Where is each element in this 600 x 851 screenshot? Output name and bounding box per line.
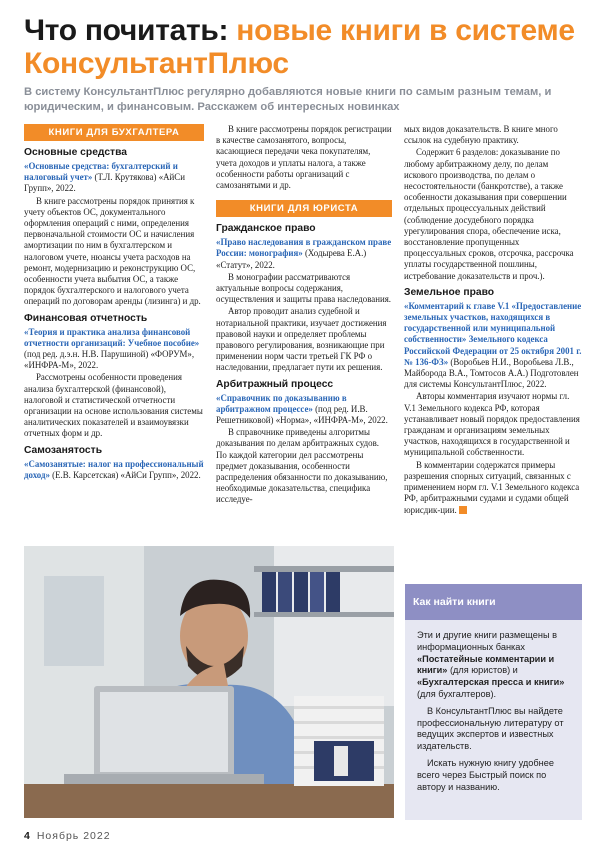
section-title: Основные средства <box>24 147 128 158</box>
book-reference <box>404 301 582 391</box>
title-orange: новые книги в системе КонсультантПлюс <box>24 14 575 80</box>
section-title: Земельное право <box>404 286 495 298</box>
book-description: В книге рассмотрены порядок регистрации в качестве самозанятого, вопросы, касающиеся передачи чека покупателям, учета доходов и уплаты налога, а также особенности работы организаций с самозанятыми и др. <box>216 124 392 191</box>
page-number: 4 <box>24 830 31 842</box>
book-source: (Воробьев Н.И., Воробьева Л.В., Майборода В.А., Томтосов А.А.) Подготовлен для системы КонсультантПлюс, 2022. <box>404 356 579 390</box>
book-description: В книге рассмотрены порядок принятия к учету объектов ОС, документального оформления операций с ними, определения первоначальной стоимости ОС и начисления амортизации по ним в бухгалтерском и налоговом учете, нюансы учета расходов на ремонт, модернизацию и реконструкцию ОС, особенности учета выбытия ОС, а также порядок бухгалтерского и налогового учета операций по договорам аренды (лизинга) и др. <box>24 195 201 307</box>
book-description: В комментарии содержатся примеры разрешения спорных ситуаций, связанных с применением норм гл. V.1 Земельного кодекса РФ, арбитражными судами и судами общей юрисдик-ции. <box>404 459 580 515</box>
square-icon <box>459 506 467 514</box>
sidebar-title: Как найти книги <box>405 584 582 620</box>
book-description: Авторы комментария изучают нормы гл. V.1 Земельного кодекса РФ, которая устанавливает новый порядок предоставления гражданам и организациям земельных участков, находящихся в государственной и муниципальной собственности. <box>404 391 580 458</box>
book-source: (Ходырева Е.А.) «Статут», 2022. <box>216 248 367 270</box>
section-title: Арбитражный процесс <box>216 378 334 390</box>
book-reference <box>216 237 392 271</box>
column-continued <box>404 124 582 517</box>
book-source: (Т.Л. Крутякова) «АйСи Групп», 2022. <box>24 172 185 194</box>
book-source: (под ред. И.В. Решетниковой) «Норма», «ИНФРА-М», 2022. <box>216 403 388 426</box>
book-description: Содержит 6 разделов: доказывание по любому арбитражному делу, по делам искового производства, по делам о несостоятельности (банкротстве), а также особенности доказывания при совершении отдельных процессуальных действий (соблюдение досудебного порядка урегулирования спора, обеспечение иска, восстановление пропущенных процессуальных сроков, отсрочка, рассрочка уплаты государственной пошлины, истребование доказательств и проч.). <box>404 147 574 281</box>
tag-lawyer: КНИГИ ДЛЯ ЮРИСТА <box>216 200 392 217</box>
book-reference <box>24 459 204 481</box>
issue-date: Ноябрь 2022 <box>36 830 111 842</box>
book-reference <box>24 327 204 372</box>
column-accountant <box>24 124 204 482</box>
book-link[interactable]: «Комментарий к главе V.1 «Предоставление земельных участков, находящихся в государственной или муниципальной собственности» Земельного кодекса Российской Федерации от 25 октября 2001 г. № 136-ФЗ» <box>404 300 582 367</box>
book-link[interactable]: «Право наследования в гражданском праве России: монография» <box>216 237 392 259</box>
book-description: Рассмотрены особенности проведения анализа бухгалтерской (финансовой), налоговой и статистической отчетности организации на основе использования системы аналитических показателей и взаимоувязки отчетных форм и др. <box>24 372 203 439</box>
bank-name: «Бухгалтерская пресса и книги» <box>417 677 565 688</box>
book-link[interactable]: «Справочник по доказыванию в арбитражном процессе» <box>216 392 347 414</box>
section-title: Финансовая отчетность <box>24 312 148 324</box>
page-footer <box>24 830 111 842</box>
lead-paragraph: В систему КонсультантПлюс регулярно добавляются новые книги по самым разным темам, и юридическим, и финансовым. Расскажем об интересных новинках <box>24 86 552 113</box>
photo-man-reading <box>24 546 394 818</box>
book-source: (Е.В. Карсетская) «АйСи Групп», 2022. <box>49 469 201 480</box>
book-link[interactable]: «Самозанятые: налог на профессиональный доход» <box>24 458 204 480</box>
sidebar-paragraph: Эти и другие книги размещены в информационных банках «Постатейные комментарии и книги» (для юристов) и «Бухгалтерская пресса и книги» (для бухгалтеров). <box>417 630 565 699</box>
book-description: Автор проводит анализ судебной и нотариальной практики, изучает достижения правовой науки и определяет проблемы правового регулирования, возникающие при применении норм части третьей ГК РФ о наследовании, предлагает пути их решения. <box>216 306 387 373</box>
book-reference <box>216 393 392 427</box>
book-description: В монографии рассматриваются актуальные вопросы содержания, осуществления и защиты права наследования. <box>216 271 392 305</box>
book-reference <box>24 161 204 195</box>
sidebar-paragraph: Искать нужную книгу удобнее всего через Быстрый поиск по автору и названию. <box>417 757 554 792</box>
photo-illustration <box>24 546 394 818</box>
sidebar-how-to-find <box>405 584 582 820</box>
sidebar-paragraph: В КонсультантПлюс вы найдете профессиональную литературу от ведущих экспертов и известных издательств. <box>417 705 564 752</box>
section-title: Самозанятость <box>24 444 103 456</box>
section-title: Гражданское право <box>216 223 316 235</box>
book-link[interactable]: «Теория и практика анализа финансовой отчетности организаций: Учебное пособие» <box>24 326 200 348</box>
book-description: В справочнике приведены алгоритмы доказывания по делам арбитражных судов. По каждой категории дел рассмотрены предмет доказывания, особенности распределения обязанности по доказыванию, необходимые доказательства, специфика исследуе- <box>216 427 388 505</box>
tag-accountant: КНИГИ ДЛЯ БУХГАЛТЕРА <box>24 124 204 141</box>
column-lawyer <box>216 124 392 507</box>
page-title <box>24 14 584 80</box>
book-link[interactable]: «Основные средства: бухгалтерский и налоговый учет» <box>24 161 178 183</box>
title-dark: Что почитать: <box>24 14 229 47</box>
bank-name: «Постатейные комментарии и книги» <box>417 653 555 676</box>
book-source: (под ред. д.э.н. Н.В. Парушиной) «ФОРУМ», «ИНФРА-М», 2022. <box>24 349 195 371</box>
book-description: мых видов доказательств. В книге много ссылок на судебную практику. <box>404 124 558 146</box>
sidebar-body <box>405 620 582 793</box>
